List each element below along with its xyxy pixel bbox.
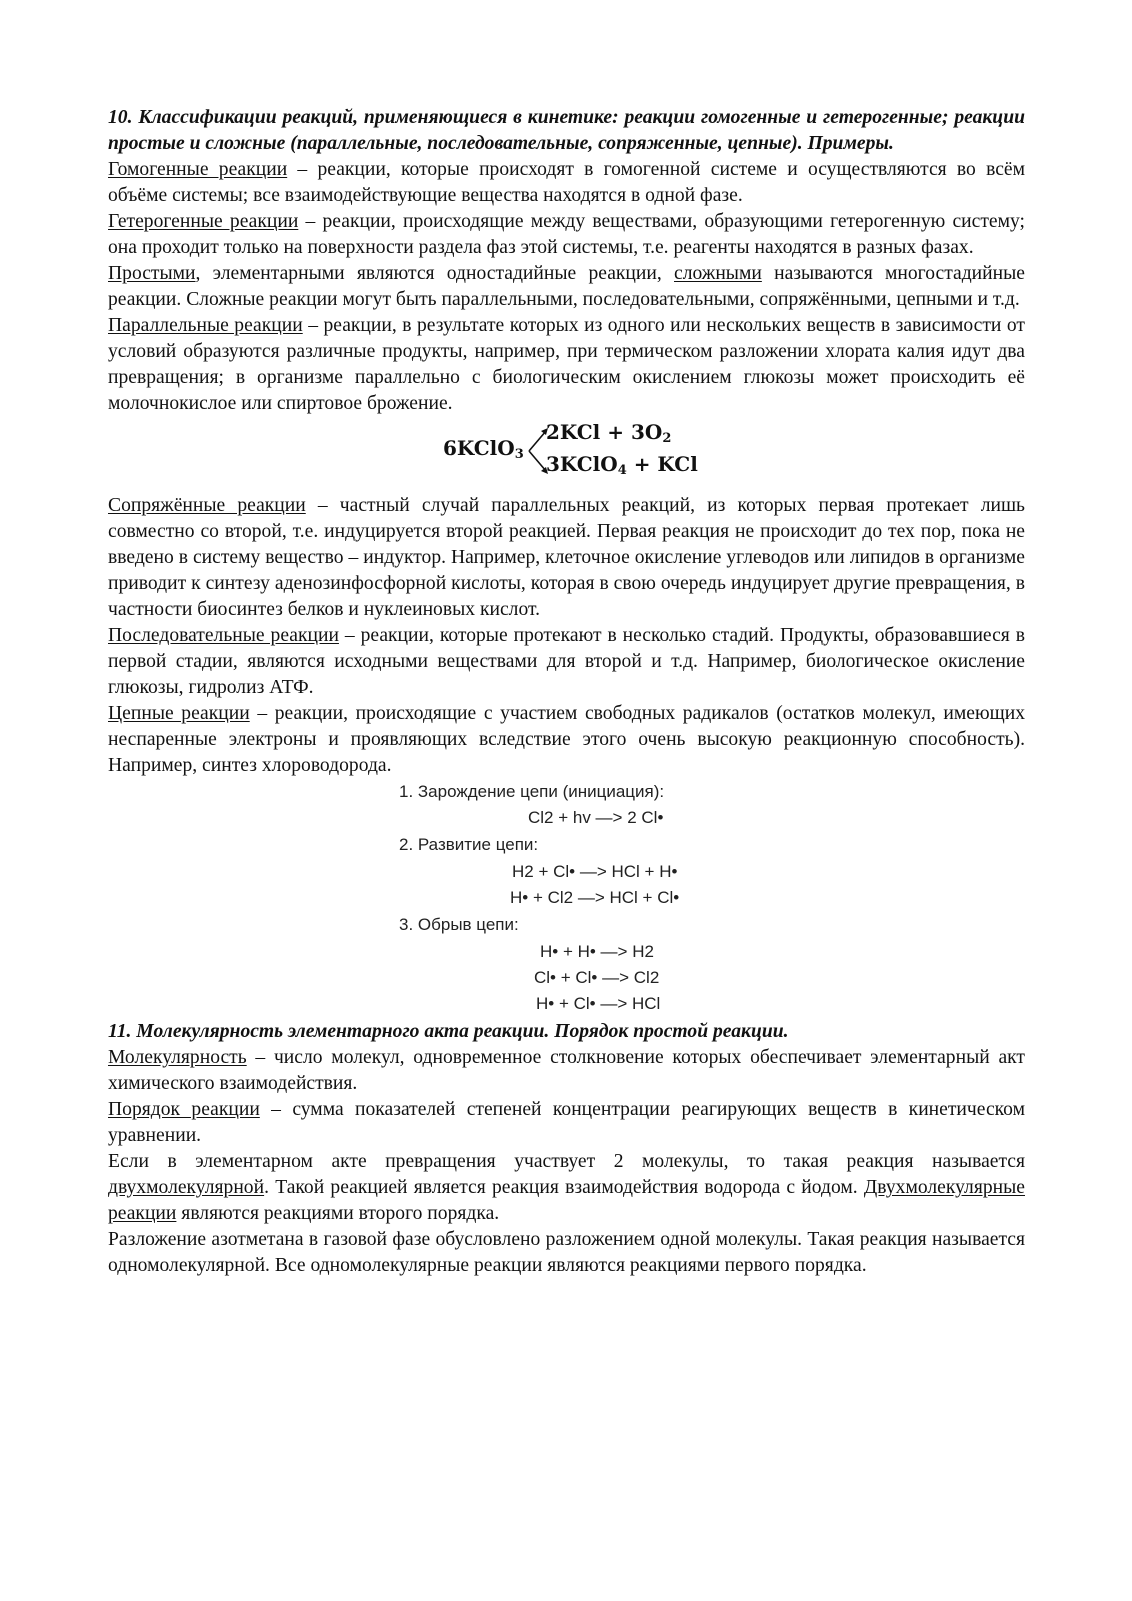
term-bimolecular: двухмолекулярной (108, 1177, 265, 1198)
paragraph-parallel (108, 313, 1025, 417)
chain-equation-3: H• + Cl2 —> HCl + Cl• (510, 888, 680, 907)
reactant-formula: 6KClO (443, 436, 515, 460)
product-1-formula: 2KCl + 3O (546, 420, 663, 444)
text-bimolecular-c: являются реакциями второго порядка. (176, 1203, 500, 1224)
section-10-heading: 10. Классификации реакций, применяющиеся в кинетике: реакции гомогенные и гетерогенные; реакции простые и сложные (параллельные, последовательные, сопряженные, цепные). Примеры. (108, 107, 1025, 154)
term-conjugate: Сопряжённые реакции (108, 495, 306, 516)
paragraph-unimolecular: Разложение азотметана в газовой фазе обусловлено разложением одной молекулы. Такая реакция называется одномолекулярной. Все одномолекулярные реакции являются реакциями первого порядка. (108, 1229, 1025, 1276)
text-conjugate: – частный случай параллельных реакций, из которых первая протекает лишь совместно со второй, т.е. индуцируется второй реакцией. Первая реакция не происходит до тех пор, пока не введено в систему вещество – индуктор. Например, клеточное окисление углеводов или липидов в организме приводит к синтезу аденозинфосфорной кислоты, которая в свою очередь индуцирует другие превращения, в частности биосинтез белков и нуклеиновых кислот. (108, 495, 1025, 620)
chain-equation-2: H2 + Cl• —> HCl + H• (512, 862, 678, 881)
term-heterogeneous: Гетерогенные реакции (108, 211, 299, 232)
text-order: – сумма показателей степеней концентрации реагирующих веществ в кинетическом уравнении. (108, 1099, 1025, 1146)
term-parallel: Параллельные реакции (108, 315, 303, 336)
product-1-subscript: 2 (662, 431, 672, 446)
paragraph-molecularity (108, 1045, 1025, 1097)
scheme-product-2 (546, 451, 698, 484)
term-complex: сложными (674, 263, 762, 284)
chain-equation-5: Cl• + Cl• —> Cl2 (534, 968, 660, 987)
term-sequential: Последовательные реакции (108, 625, 339, 646)
term-order: Порядок реакции (108, 1099, 260, 1120)
term-molecularity: Молекулярность (108, 1047, 247, 1068)
chain-equation-6: H• + Cl• —> HCl (536, 994, 661, 1013)
chain-step-propagation: 2. Развитие цепи: (399, 835, 539, 854)
product-2-formula-tail: + KCl (626, 452, 698, 476)
chain-step-termination: 3. Обрыв цепи: (399, 915, 519, 934)
term-homogeneous: Гомогенные реакции (108, 159, 288, 180)
paragraph-simple-complex (108, 261, 1025, 313)
chain-equation-1: Cl2 + hv —> 2 Cl• (528, 808, 664, 827)
text-homogeneous: – реакции, которые происходят в гомогенной системе и осуществляются во всём объёме системы; все взаимодействующие вещества находятся в одной фазе. (108, 159, 1025, 206)
text-molecularity: – число молекул, одновременное столкновение которых обеспечивает элементарный акт химического взаимодействия. (108, 1047, 1025, 1094)
text-bimolecular-a: Если в элементарном акте превращения участвует 2 молекулы, то такая реакция называется (108, 1151, 1025, 1172)
text-parallel: – реакции, в результате которых из одного или нескольких веществ в зависимости от условий образуются различные продукты, например, при термическом разложении хлората калия идут два превращения; в организме параллельно с биологическим окислением глюкозы может происходить её молочнокислое или спиртовое брожение. (108, 315, 1025, 414)
term-bimolecular-reactions: Двухмолекулярные реакции (108, 1177, 1025, 1224)
text-chain: – реакции, происходящие с участием свободных радикалов (остатков молекул, имеющих неспаренные электроны и проявляющих вследствие этого очень высокую реакционную способность). Например, синтез хлороводорода. (108, 703, 1026, 776)
chain-reaction-scheme (108, 781, 1025, 1019)
term-chain: Цепные реакции (108, 703, 250, 724)
paragraph-heterogeneous (108, 209, 1025, 261)
document-page (108, 105, 1025, 1279)
paragraph-sequential (108, 623, 1025, 701)
text-complex: называются многостадийные реакции. Сложные реакции могут быть параллельными, последовательными, сопряжёнными, цепными и т.д. (108, 263, 1025, 310)
paragraph-order (108, 1097, 1025, 1149)
scheme-reactant (443, 435, 524, 468)
paragraph-conjugate (108, 493, 1025, 623)
section-11-heading: 11. Молекулярность элементарного акта реакции. Порядок простой реакции. (108, 1021, 789, 1042)
paragraph-homogeneous (108, 157, 1025, 209)
text-sequential: – реакции, которые протекают в несколько стадий. Продукты, образовавшиеся в первой стадии, являются исходными веществами для второй и т.д. Например, биологическое окисление глюкозы, гидролиз АТФ. (108, 625, 1025, 698)
paragraph-chain (108, 701, 1025, 779)
term-simple: Простыми (108, 263, 196, 284)
product-2-formula: 3KClO (546, 452, 618, 476)
product-2-subscript: 4 (617, 463, 627, 478)
scheme-product-1 (546, 419, 671, 452)
chain-step-initiation: 1. Зарождение цепи (инициация): (399, 782, 665, 801)
reactant-subscript: 3 (514, 447, 524, 462)
paragraph-bimolecular (108, 1149, 1025, 1227)
text-simple: , элементарными являются одностадийные реакции, (195, 263, 674, 284)
kclo3-decomposition-scheme (108, 421, 1025, 485)
text-heterogeneous: – реакции, происходящие между веществами, образующими гетерогенную систему; она проходит только на поверхности раздела фаз этой системы, т.е. реагенты находятся в разных фазах. (108, 211, 1026, 258)
text-bimolecular-b: . Такой реакцией является реакция взаимодействия водорода с йодом. (264, 1177, 864, 1198)
chain-equation-4: H• + H• —> H2 (540, 942, 654, 961)
